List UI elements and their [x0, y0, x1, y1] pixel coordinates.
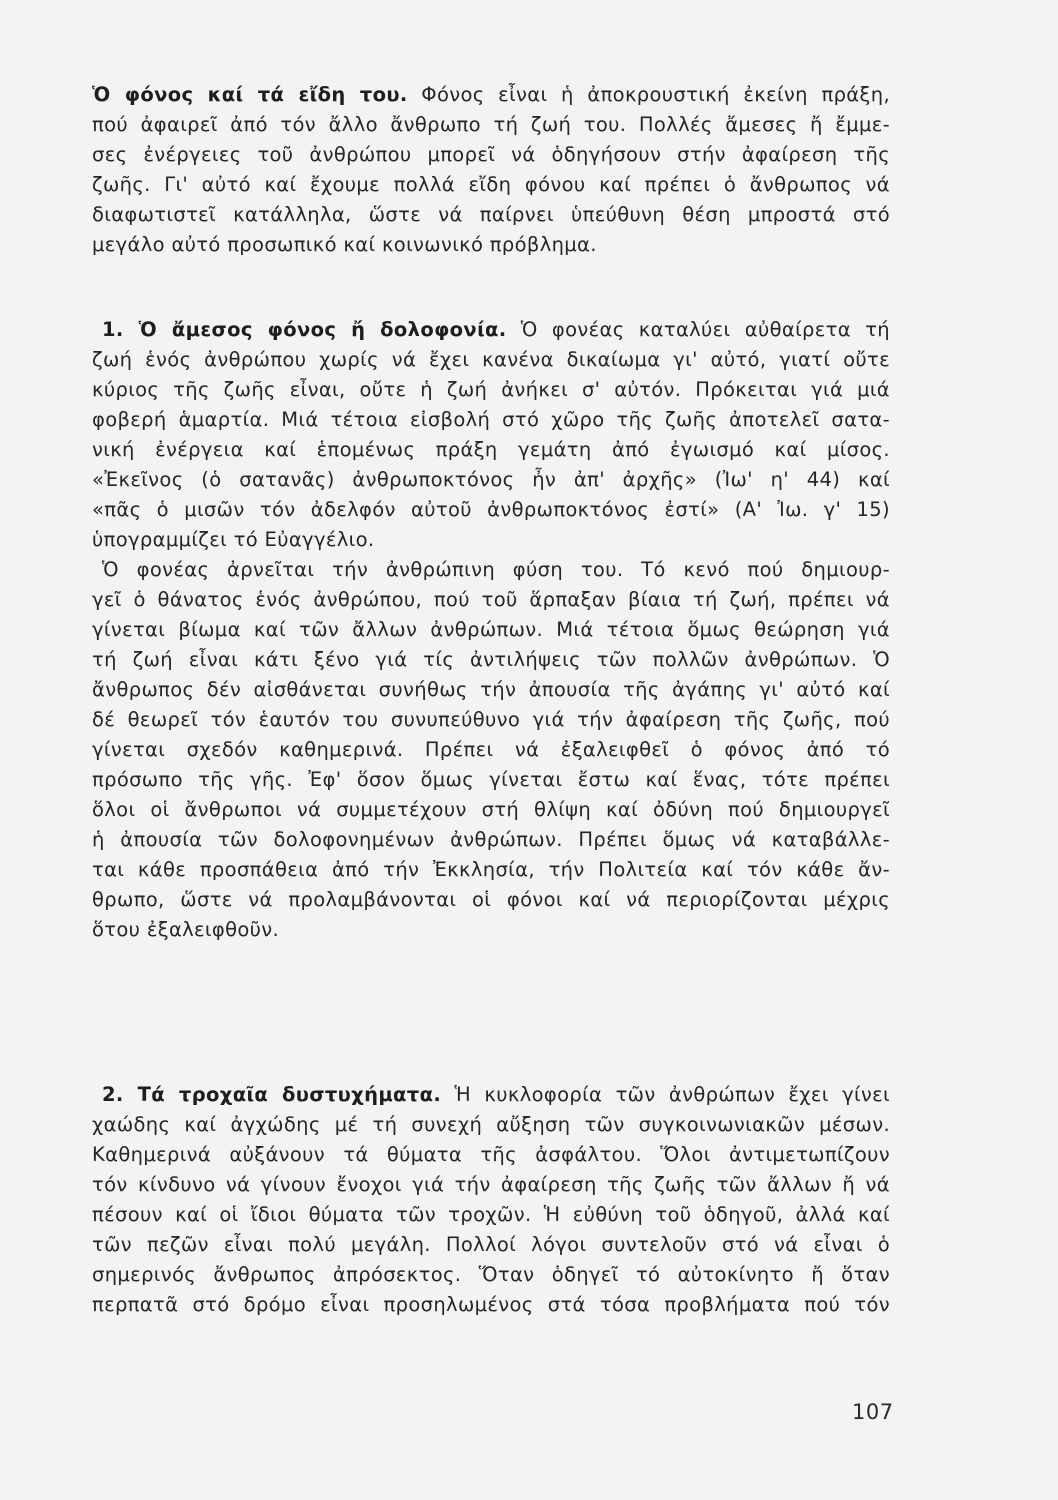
text-line: περπατᾶ στό δρόμο εἶναι προσηλωμένος στά τόσα προβλήματα πού τόν [92, 1293, 890, 1316]
text-line [92, 80, 890, 110]
section-one [92, 315, 890, 945]
text-run: Ὁ φονέας καταλύει αὐθαίρετα τή [506, 318, 890, 341]
text-line: Καθημερινά αὐξάνουν τά θύματα τῆς ἀσφάλτου. Ὅλοι ἀντιμετωπίζουν [92, 1143, 890, 1166]
text-line: κύριος τῆς ζωῆς εἶναι, οὔτε ἡ ζωή ἀνήκει σ' αὐτόν. Πρόκειται γιά μιά [92, 378, 890, 401]
text-line: σημερινός ἄνθρωπος ἀπρόσεκτος. Ὅταν ὁδηγεῖ τό αὐτοκίνητο ἤ ὅταν [92, 1263, 890, 1286]
text-run: Φόνος εἶναι ἡ ἀποκρουστική ἐκείνη πράξη, [407, 83, 890, 106]
text-line [92, 315, 890, 345]
page-number: 107 [852, 1400, 894, 1424]
text-line: τή ζωή εἶναι κάτι ξένο γιά τίς ἀντιλήψεις τῶν πολλῶν ἀνθρώπων. Ὁ [92, 648, 890, 671]
text-line: γίνεται σχεδόν καθημερινά. Πρέπει νά ἐξαλειφθεῖ ὁ φόνος ἀπό τό [92, 738, 890, 761]
text-line: δέ θεωρεῖ τόν ἑαυτόν του συνυπεύθυνο γιά τήν ἀφαίρεση τῆς ζωῆς, πού [92, 708, 890, 731]
text-line: φοβερή ἁμαρτία. Μιά τέτοια εἰσβολή στό χῶρο τῆς ζωῆς ἀποτελεῖ σατα- [92, 408, 890, 431]
text-line: διαφωτιστεῖ κατάλληλα, ὥστε νά παίρνει ὑπεύθυνη θέση μπροστά στό [92, 203, 890, 226]
text-line: πού ἀφαιρεῖ ἀπό τόν ἄλλο ἄνθρωπο τή ζωή του. Πολλές ἄμεσες ἤ ἔμμε- [92, 113, 890, 136]
text-line: σες ἐνέργειες τοῦ ἀνθρώπου μπορεῖ νά ὁδηγήσουν στήν ἀφαίρεση τῆς [92, 143, 890, 166]
text-line: ἄνθρωπος δέν αἰσθάνεται συνήθως τήν ἀπουσία τῆς ἀγάπης γι' αὐτό καί [92, 678, 890, 701]
text-line: ἡ ἀπουσία τῶν δολοφονημένων ἀνθρώπων. Πρέπει ὅμως νά καταβάλλε- [92, 828, 890, 851]
text-line: νική ἐνέργεια καί ἑπομένως πράξη γεμάτη ἀπό ἐγωισμό καί μίσος. [92, 438, 890, 461]
text-line: ζωῆς. Γι' αὐτό καί ἔχουμε πολλά εἴδη φόνου καί πρέπει ὁ ἄνθρωπος νά [92, 173, 890, 196]
text-line: ζωή ἑνός ἀνθρώπου χωρίς νά ἔχει κανένα δικαίωμα γι' αὐτό, γιατί οὔτε [92, 348, 890, 371]
text-line: γίνεται βίωμα καί τῶν ἄλλων ἀνθρώπων. Μιά τέτοια ὅμως θεώρηση γιά [92, 618, 890, 641]
text-line: τῶν πεζῶν εἶναι πολύ μεγάλη. Πολλοί λόγοι συντελοῦν στό νά εἶναι ὁ [92, 1233, 890, 1256]
text-line: γεῖ ὁ θάνατος ἑνός ἀνθρώπου, πού τοῦ ἅρπαξαν βίαια τή ζωή, πρέπει νά [92, 588, 890, 611]
text-line [92, 1080, 890, 1110]
text-line: Ὁ φονέας ἀρνεῖται τήν ἀνθρώπινη φύση του. Τό κενό πού δημιουρ- [102, 558, 890, 581]
text-line: «Ἐκεῖνος (ὁ σατανᾶς) ἀνθρωποκτόνος ἦν ἀπ' ἀρχῆς» (Ἰω' η' 44) καί [92, 468, 890, 491]
text-line: ὅλοι οἱ ἄνθρωποι νά συμμετέχουν στή θλίψη καί ὀδύνη πού δημιουργεῖ [92, 798, 890, 821]
section-heading: 1. Ὁ ἄμεσος φόνος ἤ δολοφονία. [102, 318, 507, 341]
text-line: ται κάθε προσπάθεια ἀπό τήν Ἐκκλησία, τήν Πολιτεία καί τόν κάθε ἄν- [92, 858, 890, 881]
text-line: χαώδης καί ἀγχώδης μέ τή συνεχή αὔξηση τῶν συγκοινωνιακῶν μέσων. [92, 1113, 890, 1136]
section-heading: Ὁ φόνος καί τά εἴδη του. [92, 83, 408, 106]
text-line: «πᾶς ὁ μισῶν τόν ἀδελφόν αὐτοῦ ἀνθρωποκτόνος ἐστί» (Α' Ἰω. γ' 15) [92, 498, 890, 521]
text-line: μεγάλο αὐτό προσωπικό καί κοινωνικό πρόβλημα. [92, 233, 597, 256]
intro-paragraph [92, 80, 890, 260]
text-line: θρωπο, ὥστε νά προλαμβάνονται οἱ φόνοι καί νά περιορίζονται μέχρις [92, 888, 890, 911]
section-two [92, 1080, 890, 1320]
text-line: τόν κίνδυνο νά γίνουν ἔνοχοι γιά τήν ἀφαίρεση τῆς ζωῆς τῶν ἄλλων ἤ νά [92, 1173, 890, 1196]
text-line: ὅτου ἐξαλειφθοῦν. [92, 918, 280, 941]
text-line: ὑπογραμμίζει τό Εὐαγγέλιο. [92, 528, 375, 551]
section-heading: 2. Τά τροχαῖα δυστυχήματα. [102, 1083, 442, 1106]
text-line: πέσουν καί οἱ ἴδιοι θύματα τῶν τροχῶν. Ἡ εὐθύνη τοῦ ὁδηγοῦ, ἀλλά καί [92, 1203, 890, 1226]
text-run: Ἡ κυκλοφορία τῶν ἀνθρώπων ἔχει γίνει [441, 1083, 890, 1106]
text-line: πρόσωπο τῆς γῆς. Ἐφ' ὅσον ὅμως γίνεται ἔστω καί ἕνας, τότε πρέπει [92, 768, 890, 791]
